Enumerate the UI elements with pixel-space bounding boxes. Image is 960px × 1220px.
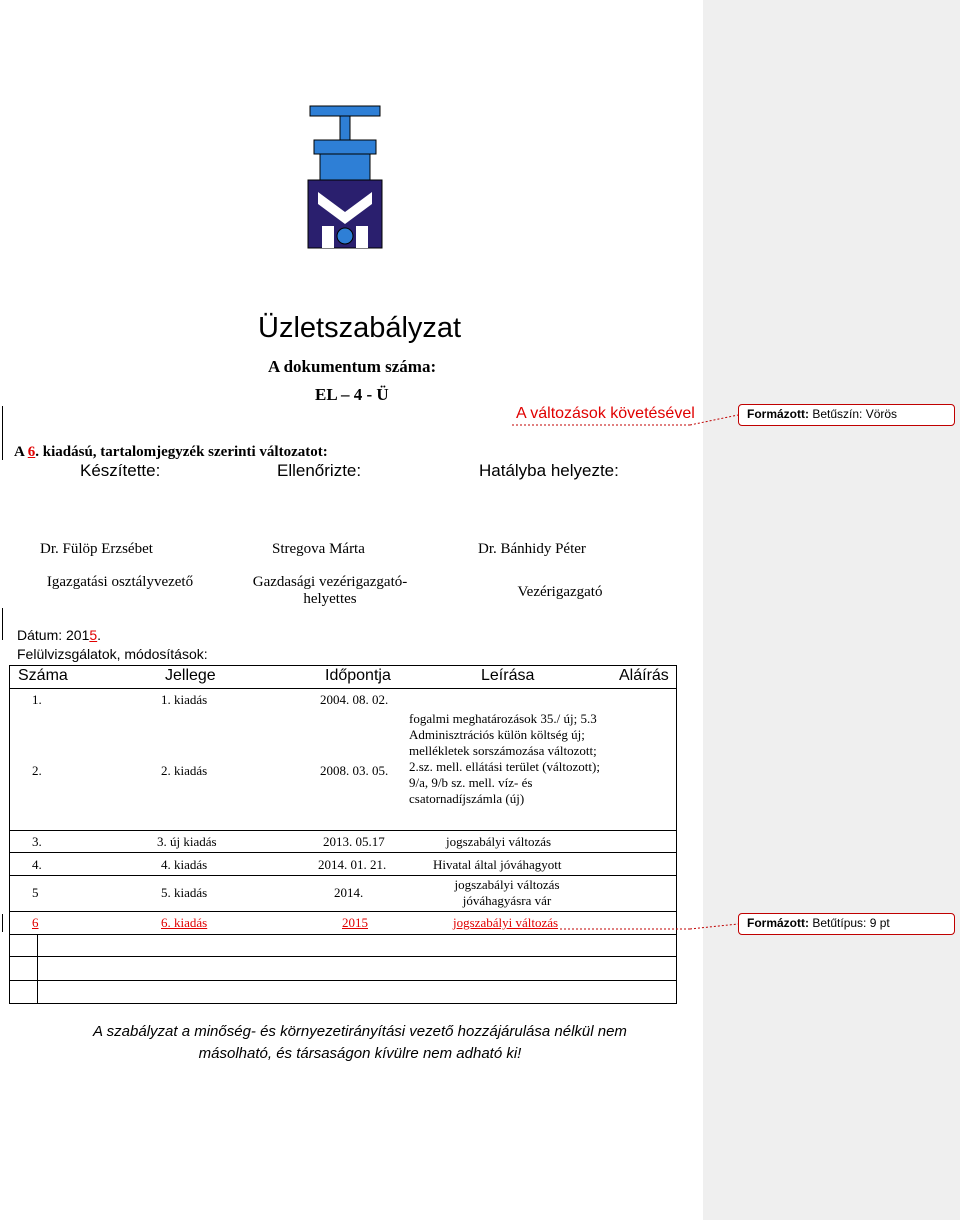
- table-cell: 2013. 05.17: [323, 834, 385, 849]
- doc-number: EL – 4 - Ü: [315, 385, 389, 404]
- format-comment-balloon[interactable]: Formázott: Betűtípus: 9 pt: [738, 913, 955, 935]
- table-cell: 2015: [342, 915, 368, 930]
- table-header: Jellege: [165, 667, 216, 684]
- table-cell: 4.: [32, 857, 42, 872]
- table-cell: jogszabályi változás jóváhagyásra vár: [454, 877, 560, 908]
- table-cell: jogszabályi változás: [453, 915, 559, 930]
- table-cell: 4. kiadás: [161, 857, 208, 872]
- table-header: Leírása: [481, 667, 535, 684]
- table-cell: 3. új kiadás: [157, 834, 217, 849]
- table-cell: jogszabályi változás: [446, 834, 552, 849]
- date-line: Dátum: 2015.: [17, 627, 102, 643]
- signatory-position: Vezérigazgató: [517, 584, 603, 600]
- signatory-name: Dr. Fülöp Erzsébet: [40, 541, 153, 557]
- doc-number-label: A dokumentum száma:: [268, 357, 437, 376]
- approved-label: Hatályba helyezte:: [479, 461, 619, 480]
- table-cell: 2008. 03. 05.: [320, 763, 389, 778]
- checked-label: Ellenőrizte:: [277, 461, 362, 480]
- signatory-position: Gazdasági vezérigazgató-helyettes: [252, 574, 408, 607]
- table-cell: 2014.: [334, 885, 364, 900]
- table-cell: 2.: [32, 763, 42, 778]
- tracking-label: A változások követésével: [516, 405, 695, 422]
- edition-line: A 6. kiadású, tartalomjegyzék szerinti változatot:: [14, 444, 328, 460]
- prepared-label: Készítette:: [80, 461, 161, 480]
- revisions-label: Felülvizsgálatok, módosítások:: [17, 646, 208, 662]
- format-comment-balloon[interactable]: Formázott: Betűszín: Vörös: [738, 404, 955, 426]
- edition-number: 6: [27, 444, 36, 460]
- table-cell: 2014. 01. 21.: [318, 857, 387, 872]
- table-cell: 5. kiadás: [161, 885, 208, 900]
- table-cell: 1. kiadás: [161, 692, 208, 707]
- table-header: Aláírás: [619, 667, 669, 684]
- footer-notice: A szabályzat a minőség- és környezetirányítási vezető hozzájárulása nélkül nem másolható, és társaságon kívülre nem adható ki!: [93, 1023, 627, 1062]
- table-cell: 2. kiadás: [161, 763, 208, 778]
- table-header: Időpontja: [325, 667, 391, 684]
- table-cell: fogalmi meghatározások 35./ új; 5.3 Adminisztrációs külön költség új; mellékletek sorszámozása változott; 2.sz. mell. ellátási terület (változott); 9/a, 9/b sz. mell. víz- és csatornadíjszámla (új): [409, 711, 600, 806]
- table-cell: 6. kiadás: [161, 915, 208, 930]
- table-header: Száma: [18, 667, 68, 684]
- signatory-name: Stregova Márta: [272, 541, 365, 557]
- document-title: Üzletszabályzat: [258, 312, 462, 344]
- table-cell: Hivatal által jóváhagyott: [433, 857, 562, 872]
- table-cell: 5: [32, 885, 39, 900]
- table-cell: 1.: [32, 692, 42, 707]
- signatory-name: Dr. Bánhidy Péter: [478, 541, 586, 557]
- table-cell: 3.: [32, 834, 42, 849]
- table-cell: 6: [32, 915, 39, 930]
- table-cell: 2004. 08. 02.: [320, 692, 389, 707]
- signatory-position: Igazgatási osztályvezető: [46, 574, 194, 590]
